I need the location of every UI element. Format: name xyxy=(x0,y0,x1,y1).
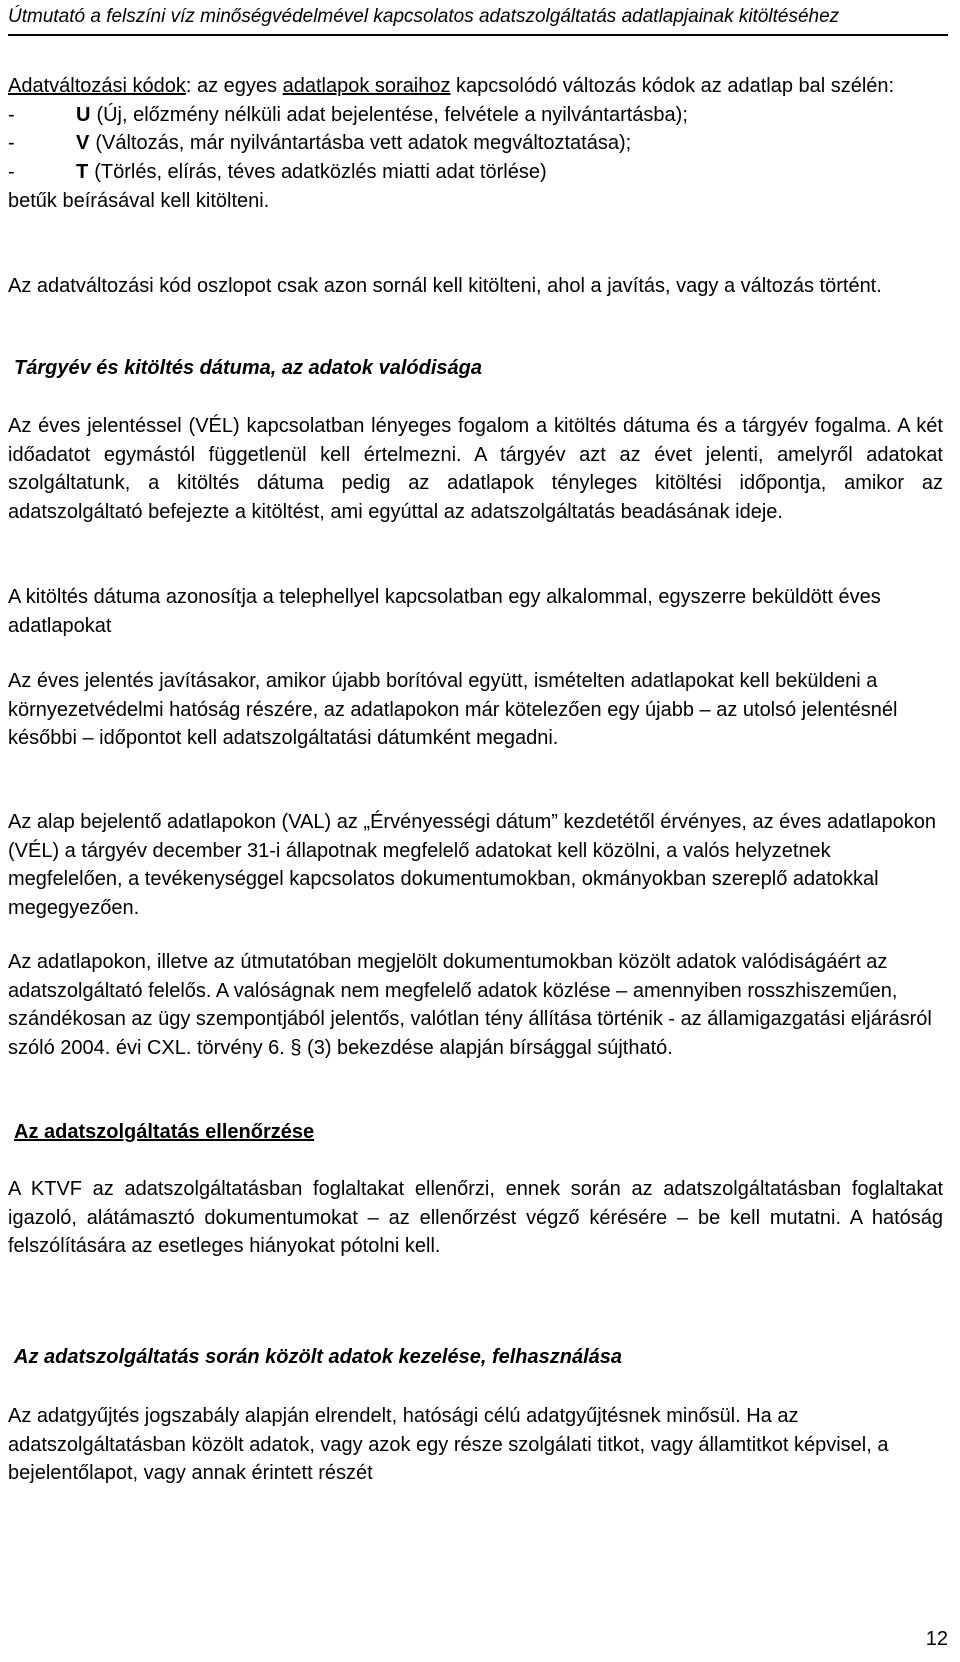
paragraph-kitoltes-datuma: A kitöltés dátuma azonosítja a telephellyel kapcsolatban egy alkalommal, egyszerre beküldött éves adatlapokat xyxy=(8,586,881,637)
paragraph-alap-bejelento: Az alap bejelentő adatlapokon (VAL) az „Érvényességi dátum” kezdetétől érvényes, az éves adatlapokon (VÉL) a tárgyév december 31-i állapotnak megfelelő adatokat kell közölni, a valós helyzetnek megfelelően, a tevékenységgel kapcsolatos dokumentumokban, okmányokban szereplő adatokkal megegyezően. xyxy=(8,811,936,920)
code-description: (Változás, már nyilvántartásba vett adatok megváltoztatása); xyxy=(95,132,632,155)
paragraph-code-column: Az adatváltozási kód oszlopot csak azon sornál kell kitölteni, ahol a javítás, vagy a változás történt. xyxy=(8,275,882,297)
list-dash: - xyxy=(8,103,15,126)
paragraph-valodisag: Az adatlapokon, illetve az útmutatóban megjelölt dokumentumokban közölt adatok valódiságáért az adatszolgáltató felelős. A valóságnak nem megfelelő adatok közlése – amennyiben rosszhiszeműen, szándékosan az ügy szempontjából jelentős, valótlan tény állítása történik - az államigazgatási eljárásról szóló 2004. évi CXL. törvény 6. § (3) bekezdése alapján bírsággal sújtható. xyxy=(8,951,932,1060)
change-codes-intro-text-2: kapcsolódó változás kódok az adatlap bal szélén: xyxy=(450,75,895,97)
paragraph-kezeles: Az adatgyűjtés jogszabály alapján elrendelt, hatósági célú adatgyűjtésnek minősül. Ha az adatszolgáltatásban közölt adatok, vagy azok egy része szolgálati titkot, vagy államtitkot képvisel, a bejelentőlapot, vagy annak érintett részét xyxy=(8,1405,889,1485)
list-dash: - xyxy=(8,132,15,155)
change-codes-term: Adatváltozási kódok xyxy=(8,75,186,97)
running-header: Útmutató a felszíni víz minőségvédelmével kapcsolatos adatszolgáltatás adatlapjainak kitöltéséhez xyxy=(8,6,840,27)
change-codes-intro-text-1: : az egyes xyxy=(185,75,283,97)
heading-targyev: Tárgyév és kitöltés dátuma, az adatok valódisága xyxy=(14,357,482,379)
heading-kezeles: Az adatszolgáltatás során közölt adatok kezelése, felhasználása xyxy=(14,1346,623,1368)
heading-ellenorzes-text: Az adatszolgáltatás ellenőrzése xyxy=(14,1121,315,1143)
code-item-v xyxy=(8,129,943,158)
paragraph-ellenorzes: A KTVF az adatszolgáltatásban foglaltakat ellenőrzi, ennek során az adatszolgáltatásban foglaltakat igazoló, alátámasztó dokumentumokat – az ellenőrzést végző kérésére – be kell mutatni. A hatóság felszólítására az esetleges hiányokat pótolni kell. xyxy=(8,1178,943,1258)
change-codes-intro xyxy=(8,72,943,101)
page-number: 12 xyxy=(925,1628,948,1650)
change-codes-outro: betűk beírásával kell kitölteni. xyxy=(8,189,270,212)
code-letter: U xyxy=(76,103,91,126)
paragraph-javitas: Az éves jelentés javításakor, amikor újabb borítóval együtt, ismételten adatlapokat kell beküldeni a környezetvédelmi hatóság részére, az adatlapokon már kötelezően egy újabb – az utolsó jelentésnél későbbi – időpontot kell adatszolgáltatási dátumként megadni. xyxy=(8,670,898,750)
list-dash: - xyxy=(8,161,15,184)
code-letter: V xyxy=(76,132,90,155)
code-item-u xyxy=(8,101,943,130)
datasheet-rows-term: adatlapok soraihoz xyxy=(282,75,451,97)
code-description: (Törlés, elírás, téves adatközlés miatti adat törlése) xyxy=(94,161,547,184)
heading-ellenorzes xyxy=(14,1118,949,1146)
header-rule xyxy=(8,34,948,36)
change-codes-section xyxy=(8,72,943,216)
paragraph-targyev: Az éves jelentéssel (VÉL) kapcsolatban lényeges fogalom a kitöltés dátuma és a tárgyév fogalma. A két időadatot egymástól függetlenül kell értelmezni. A tárgyév azt az évet jelenti, amelyről adatokat szolgáltatunk, a kitöltés dátuma pedig az adatlapok tényleges kitöltési időpontja, amikor az adatszolgáltató befejezte a kitöltést, ami egyúttal az adatszolgáltatás beadásának ideje. xyxy=(8,415,943,524)
code-letter: T xyxy=(76,161,89,184)
code-description: (Új, előzmény nélküli adat bejelentése, felvétele a nyilvántartásba); xyxy=(96,103,688,126)
code-item-t xyxy=(8,158,943,187)
